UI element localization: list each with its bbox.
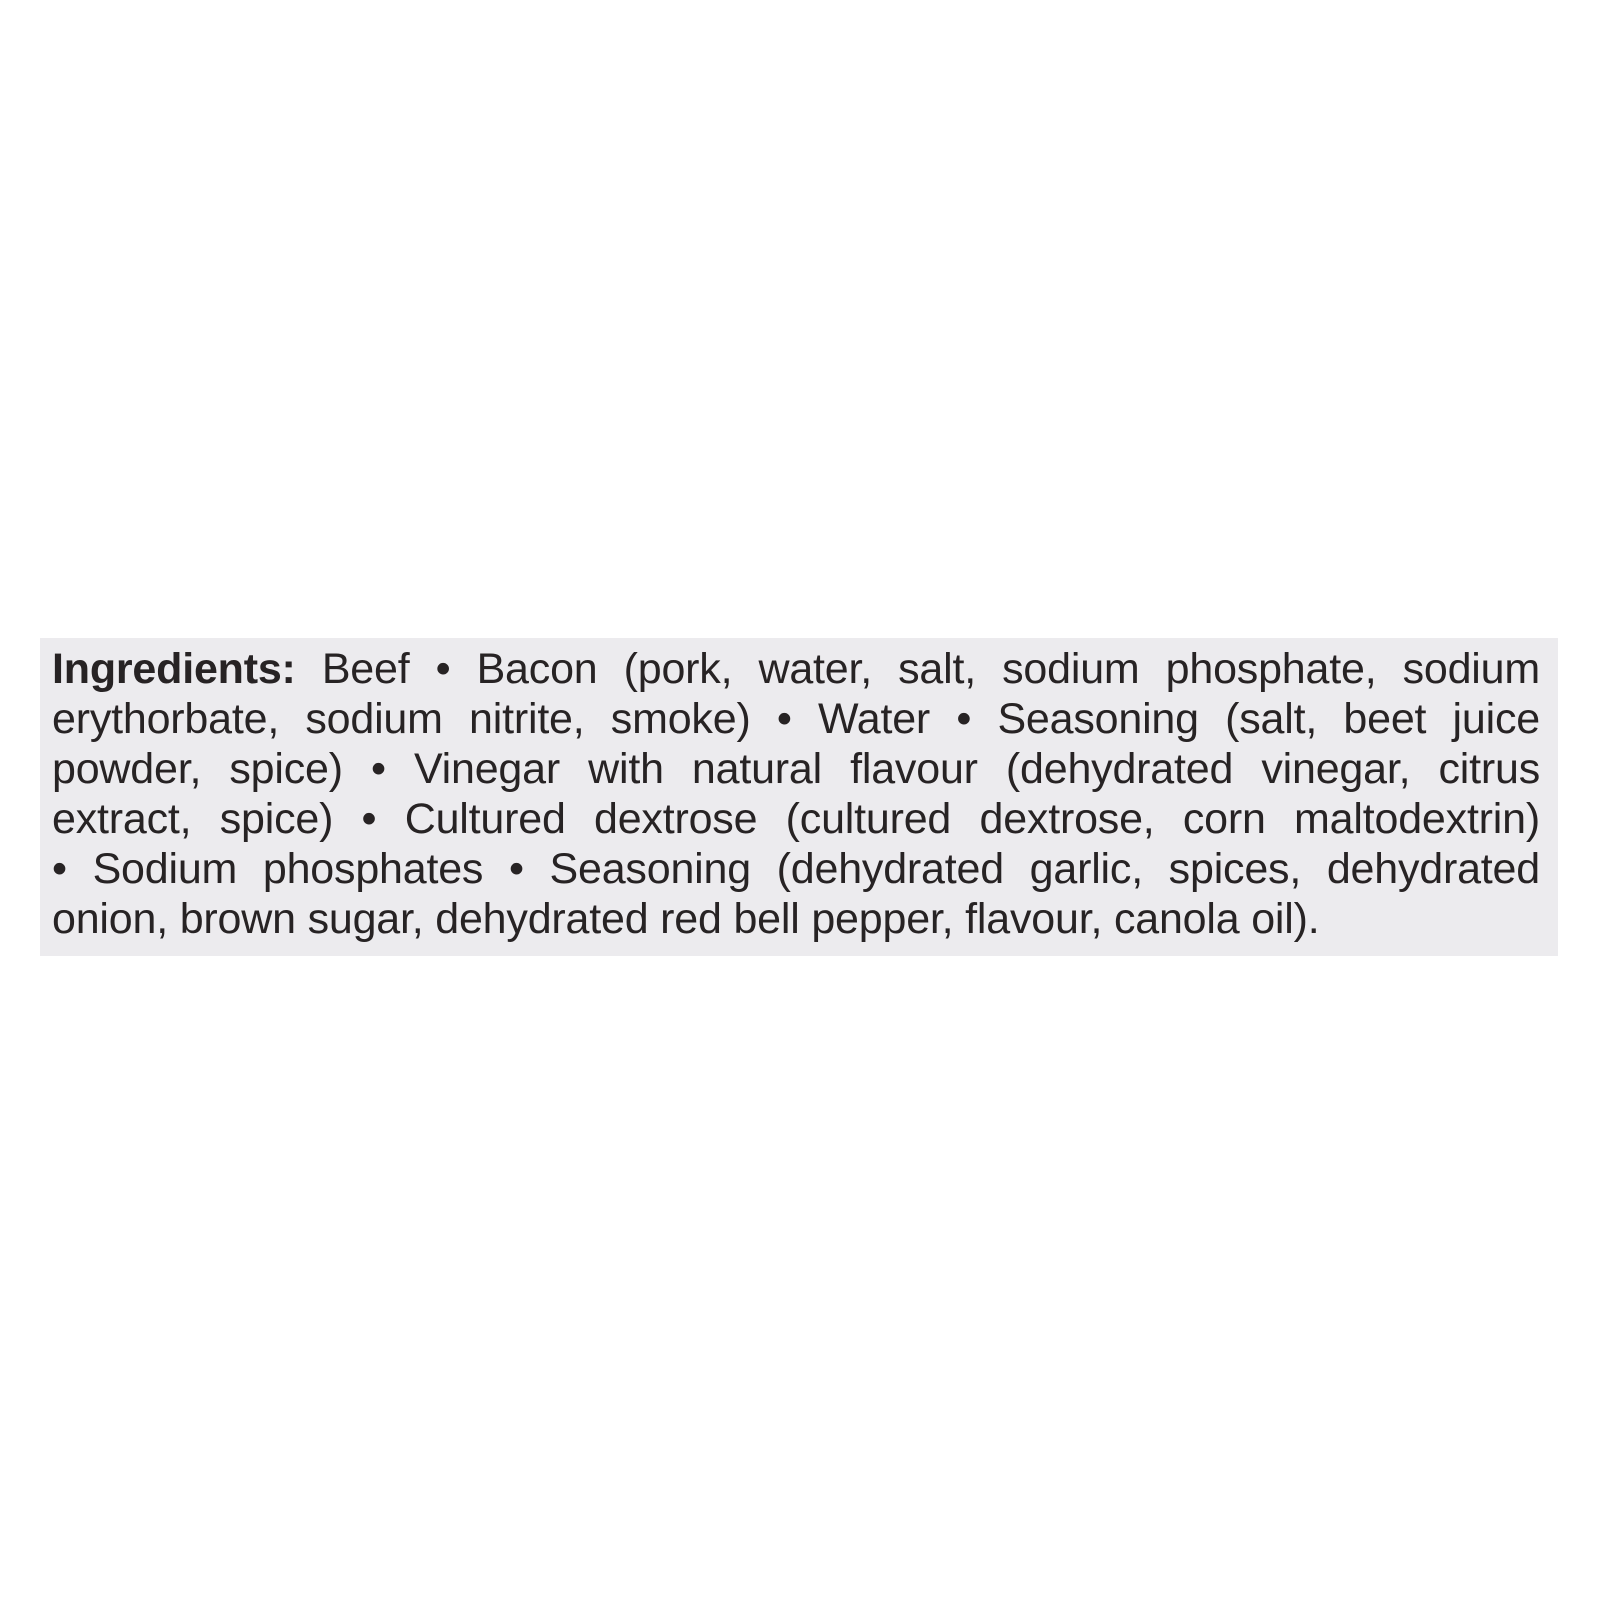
ingredients-line: erythorbate, sodium nitrite, smoke) • Water • Seasoning (salt, beet juice <box>52 695 1540 743</box>
ingredients-line: extract, spice) • Cultured dextrose (cultured dextrose, corn maltodextrin) <box>52 795 1540 843</box>
ingredients-line-text: Beef • Bacon (pork, water, salt, sodium phosphate, sodium <box>295 645 1540 693</box>
ingredients-line: powder, spice) • Vinegar with natural flavour (dehydrated vinegar, citrus <box>52 745 1540 793</box>
ingredients-line: • Sodium phosphates • Seasoning (dehydrated garlic, spices, dehydrated <box>52 845 1540 893</box>
ingredients-line: onion, brown sugar, dehydrated red bell pepper, flavour, canola oil). <box>52 895 1320 943</box>
ingredients-panel <box>40 638 1558 956</box>
ingredients-line <box>52 644 1540 694</box>
ingredients-heading: Ingredients: <box>52 645 296 693</box>
